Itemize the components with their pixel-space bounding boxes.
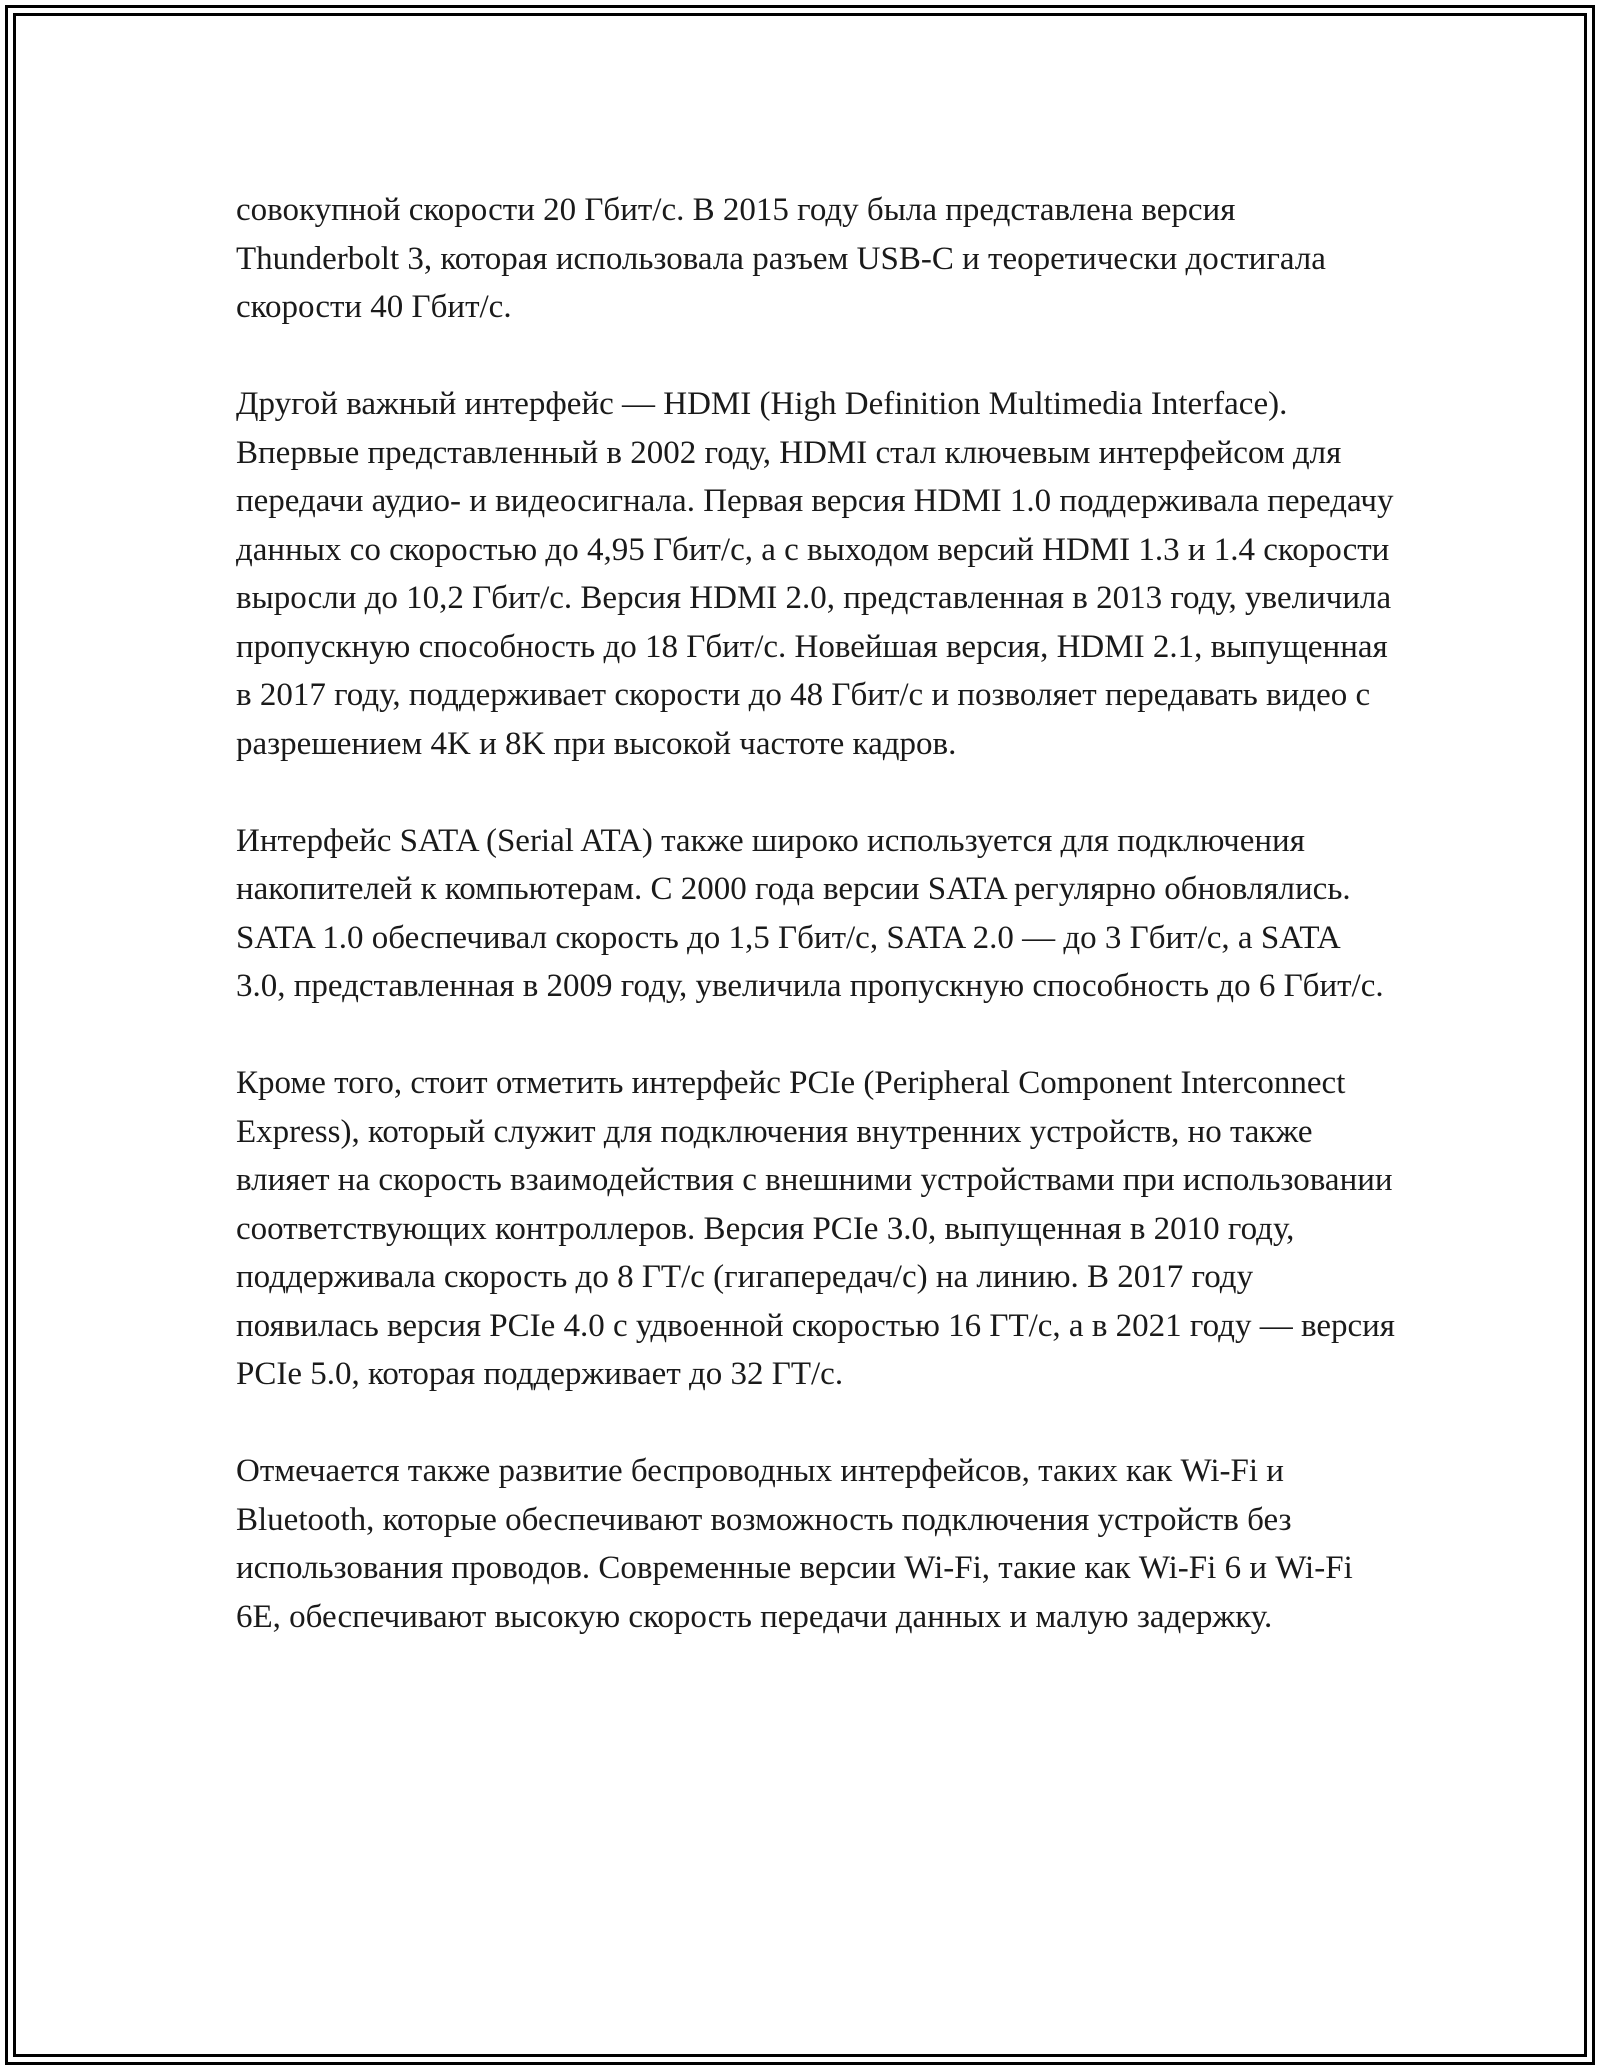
paragraph-thunderbolt: совокупной скорости 20 Гбит/с. В 2015 году была представлена версия Thunderbolt 3, которая использовала разъем USB-C и теоретически достигала скорости 40 Гбит/с. bbox=[236, 192, 1326, 325]
document-body bbox=[236, 186, 1396, 1690]
paragraph-sata: Интерфейс SATA (Serial ATA) также широко используется для подключения накопителей к компьютерам. С 2000 года версии SATA регулярно обновлялись. SATA 1.0 обеспечивал скорость до 1,5 Гбит/с, SATA 2.0 — до 3 Гбит/с, а SATA 3.0, представленная в 2009 году, увеличила пропускную способность до 6 Гбит/с. bbox=[236, 822, 1384, 1004]
paragraph-wireless: Отмечается также развитие беспроводных интерфейсов, таких как Wi-Fi и Bluetooth, которые обеспечивают возможность подключения устройств без использования проводов. Современные версии Wi-Fi, такие как Wi-Fi 6 и Wi-Fi 6E, обеспечивают высокую скорость передачи данных и малую задержку. bbox=[236, 1453, 1353, 1635]
paragraph-hdmi: Другой важный интерфейс — HDMI (High Definition Multimedia Interface). Впервые представленный в 2002 году, HDMI стал ключевым интерфейсом для передачи аудио- и видеосигнала. Первая версия HDMI 1.0 поддерживала передачу данных со скоростью до 4,95 Гбит/с, а с выходом версий HDMI 1.3 и 1.4 скорости выросли до 10,2 Гбит/с. Версия HDMI 2.0, представленная в 2013 году, увеличила пропускную способность до 18 Гбит/с. Новейшая версия, HDMI 2.1, выпущенная в 2017 году, поддерживает скорости до 48 Гбит/с и позволяет передавать видео с разрешением 4K и 8K при высокой частоте кадров. bbox=[236, 386, 1394, 762]
paragraph-pcie: Кроме того, стоит отметить интерфейс PCIe (Peripheral Component Interconnect Express), который служит для подключения внутренних устройств, но также влияет на скорость взаимодействия с внешними устройствами при использовании соответствующих контроллеров. Версия PCIe 3.0, выпущенная в 2010 году, поддерживала скорость до 8 ГТ/с (гигапередач/с) на линию. В 2017 году появилась версия PCIe 4.0 с удвоенной скоростью 16 ГТ/с, а в 2021 году — версия PCIe 5.0, которая поддерживает до 32 ГТ/с. bbox=[236, 1065, 1395, 1392]
